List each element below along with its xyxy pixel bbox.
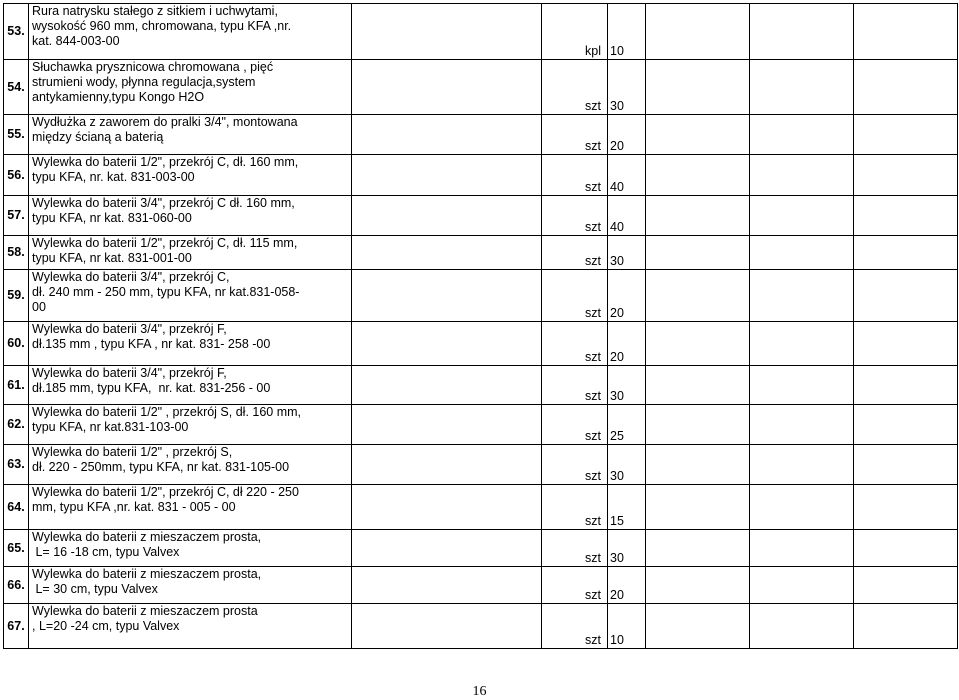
empty-cell: [750, 322, 854, 366]
item-quantity: 25: [608, 405, 646, 445]
table-row: [4, 445, 958, 485]
item-unit: szt: [542, 366, 608, 405]
item-quantity: 10: [608, 4, 646, 60]
empty-cell: [854, 270, 958, 322]
item-description: [29, 155, 352, 196]
spacer-cell: [352, 405, 542, 445]
empty-cell: [750, 196, 854, 236]
table-row: [4, 60, 958, 115]
empty-cell: [750, 604, 854, 649]
item-number: 66.: [4, 567, 29, 604]
description-line: Wylewka do baterii 3/4", przekrój C,: [32, 270, 230, 284]
item-number: 63.: [4, 445, 29, 485]
description-line: L= 16 -18 cm, typu Valvex: [32, 545, 180, 559]
empty-cell: [646, 60, 750, 115]
empty-cell: [854, 405, 958, 445]
item-description: [29, 4, 352, 60]
item-unit: szt: [542, 155, 608, 196]
spacer-cell: [352, 196, 542, 236]
empty-cell: [854, 366, 958, 405]
empty-cell: [646, 405, 750, 445]
page-number: 16: [472, 684, 487, 699]
description-line: Wylewka do baterii 1/2", przekrój C, dł 220 - 250: [32, 485, 299, 499]
item-unit: szt: [542, 115, 608, 155]
empty-cell: [750, 567, 854, 604]
empty-cell: [854, 445, 958, 485]
description-line: Wylewka do baterii 3/4", przekrój F,: [32, 366, 227, 380]
empty-cell: [750, 485, 854, 530]
description-line: Wylewka do baterii 3/4", przekrój C dł. 160 mm,: [32, 196, 295, 210]
empty-cell: [854, 60, 958, 115]
empty-cell: [646, 604, 750, 649]
empty-cell: [750, 4, 854, 60]
table-row: [4, 115, 958, 155]
empty-cell: [854, 115, 958, 155]
item-description: [29, 405, 352, 445]
spacer-cell: [352, 485, 542, 530]
table-row: [4, 4, 958, 60]
empty-cell: [646, 4, 750, 60]
empty-cell: [750, 405, 854, 445]
spacer-cell: [352, 604, 542, 649]
spacer-cell: [352, 115, 542, 155]
empty-cell: [854, 604, 958, 649]
item-quantity: 20: [608, 270, 646, 322]
empty-cell: [750, 445, 854, 485]
item-description: [29, 236, 352, 270]
empty-cell: [750, 155, 854, 196]
table-row: [4, 366, 958, 405]
empty-cell: [646, 567, 750, 604]
description-line: Wylewka do baterii 1/2", przekrój C, dł. 115 mm,: [32, 236, 298, 250]
table-row: [4, 270, 958, 322]
empty-cell: [646, 366, 750, 405]
item-number: 53.: [4, 4, 29, 60]
item-unit: szt: [542, 196, 608, 236]
empty-cell: [854, 236, 958, 270]
item-description: [29, 445, 352, 485]
item-number: 64.: [4, 485, 29, 530]
description-line: typu KFA, nr kat. 831-060-00: [32, 211, 192, 225]
spacer-cell: [352, 530, 542, 567]
description-line: między ścianą a baterią: [32, 130, 164, 144]
item-number: 57.: [4, 196, 29, 236]
spacer-cell: [352, 60, 542, 115]
description-line: typu KFA, nr kat. 831-001-00: [32, 251, 192, 265]
item-unit: szt: [542, 60, 608, 115]
item-unit: szt: [542, 604, 608, 649]
specification-table: [3, 3, 958, 649]
description-line: dł. 220 - 250mm, typu KFA, nr kat. 831-105-00: [32, 460, 290, 474]
empty-cell: [750, 236, 854, 270]
spacer-cell: [352, 236, 542, 270]
description-line: dł.135 mm , typu KFA , nr kat. 831- 258 -00: [32, 337, 271, 351]
table-row: [4, 567, 958, 604]
table-row: [4, 155, 958, 196]
description-line: wysokość 960 mm, chromowana, typu KFA ,nr.: [32, 19, 292, 33]
description-line: strumieni wody, płynna regulacja,system: [32, 75, 256, 89]
empty-cell: [750, 270, 854, 322]
table-row: [4, 405, 958, 445]
empty-cell: [854, 155, 958, 196]
item-description: [29, 604, 352, 649]
spacer-cell: [352, 445, 542, 485]
item-number: 65.: [4, 530, 29, 567]
empty-cell: [646, 270, 750, 322]
spacer-cell: [352, 155, 542, 196]
item-unit: szt: [542, 530, 608, 567]
description-line: typu KFA, nr. kat. 831-003-00: [32, 170, 195, 184]
description-line: Wylewka do baterii z mieszaczem prosta,: [32, 567, 262, 581]
description-line: Wylewka do baterii 1/2", przekrój C, dł. 160 mm,: [32, 155, 299, 169]
item-number: 55.: [4, 115, 29, 155]
description-line: antykamienny,typu Kongo H2O: [32, 90, 205, 104]
item-description: [29, 115, 352, 155]
item-unit: szt: [542, 485, 608, 530]
table-row: [4, 322, 958, 366]
item-unit: kpl: [542, 4, 608, 60]
item-unit: szt: [542, 322, 608, 366]
item-unit: szt: [542, 236, 608, 270]
table-row: [4, 604, 958, 649]
description-line: Wylewka do baterii 1/2" , przekrój S,: [32, 445, 233, 459]
item-quantity: 20: [608, 567, 646, 604]
item-quantity: 40: [608, 196, 646, 236]
description-line: kat. 844-003-00: [32, 34, 120, 48]
empty-cell: [854, 567, 958, 604]
item-number: 60.: [4, 322, 29, 366]
empty-cell: [750, 366, 854, 405]
empty-cell: [646, 445, 750, 485]
description-line: mm, typu KFA ,nr. kat. 831 - 005 - 00: [32, 500, 236, 514]
item-quantity: 30: [608, 530, 646, 567]
item-quantity: 30: [608, 236, 646, 270]
item-number: 56.: [4, 155, 29, 196]
item-description: [29, 196, 352, 236]
item-description: [29, 530, 352, 567]
table-row: [4, 236, 958, 270]
empty-cell: [646, 115, 750, 155]
empty-cell: [750, 530, 854, 567]
table-row: [4, 196, 958, 236]
item-unit: szt: [542, 405, 608, 445]
item-quantity: 40: [608, 155, 646, 196]
description-line: dł.185 mm, typu KFA, nr. kat. 831-256 - 00: [32, 381, 271, 395]
description-line: 00: [32, 300, 46, 314]
item-number: 62.: [4, 405, 29, 445]
description-line: dł. 240 mm - 250 mm, typu KFA, nr kat.831-058-: [32, 285, 300, 299]
description-line: typu KFA, nr kat.831-103-00: [32, 420, 189, 434]
item-description: [29, 60, 352, 115]
spacer-cell: [352, 567, 542, 604]
item-number: 61.: [4, 366, 29, 405]
item-quantity: 20: [608, 115, 646, 155]
item-number: 67.: [4, 604, 29, 649]
item-description: [29, 485, 352, 530]
item-unit: szt: [542, 270, 608, 322]
spacer-cell: [352, 322, 542, 366]
empty-cell: [646, 155, 750, 196]
empty-cell: [750, 60, 854, 115]
item-quantity: 30: [608, 445, 646, 485]
empty-cell: [646, 196, 750, 236]
table-row: [4, 530, 958, 567]
spacer-cell: [352, 366, 542, 405]
spacer-cell: [352, 4, 542, 60]
description-line: Wylewka do baterii 1/2" , przekrój S, dł. 160 mm,: [32, 405, 302, 419]
item-quantity: 30: [608, 60, 646, 115]
item-quantity: 10: [608, 604, 646, 649]
empty-cell: [646, 485, 750, 530]
item-number: 59.: [4, 270, 29, 322]
empty-cell: [646, 530, 750, 567]
item-description: [29, 366, 352, 405]
item-unit: szt: [542, 567, 608, 604]
item-quantity: 20: [608, 322, 646, 366]
empty-cell: [854, 322, 958, 366]
item-quantity: 30: [608, 366, 646, 405]
description-line: Wylewka do baterii z mieszaczem prosta,: [32, 530, 262, 544]
description-line: Wydłużka z zaworem do pralki 3/4", montowana: [32, 115, 298, 129]
empty-cell: [854, 4, 958, 60]
description-line: L= 30 cm, typu Valvex: [32, 582, 158, 596]
empty-cell: [646, 322, 750, 366]
description-line: Wylewka do baterii 3/4", przekrój F,: [32, 322, 227, 336]
description-line: , L=20 -24 cm, typu Valvex: [32, 619, 180, 633]
item-number: 58.: [4, 236, 29, 270]
empty-cell: [750, 115, 854, 155]
empty-cell: [854, 196, 958, 236]
item-description: [29, 270, 352, 322]
item-description: [29, 322, 352, 366]
spacer-cell: [352, 270, 542, 322]
item-number: 54.: [4, 60, 29, 115]
item-quantity: 15: [608, 485, 646, 530]
table-row: [4, 485, 958, 530]
empty-cell: [854, 530, 958, 567]
empty-cell: [646, 236, 750, 270]
item-unit: szt: [542, 445, 608, 485]
item-description: [29, 567, 352, 604]
description-line: Wylewka do baterii z mieszaczem prosta: [32, 604, 258, 618]
empty-cell: [854, 485, 958, 530]
description-line: Słuchawka prysznicowa chromowana , pięć: [32, 60, 274, 74]
description-line: Rura natrysku stałego z sitkiem i uchwytami,: [32, 4, 278, 18]
